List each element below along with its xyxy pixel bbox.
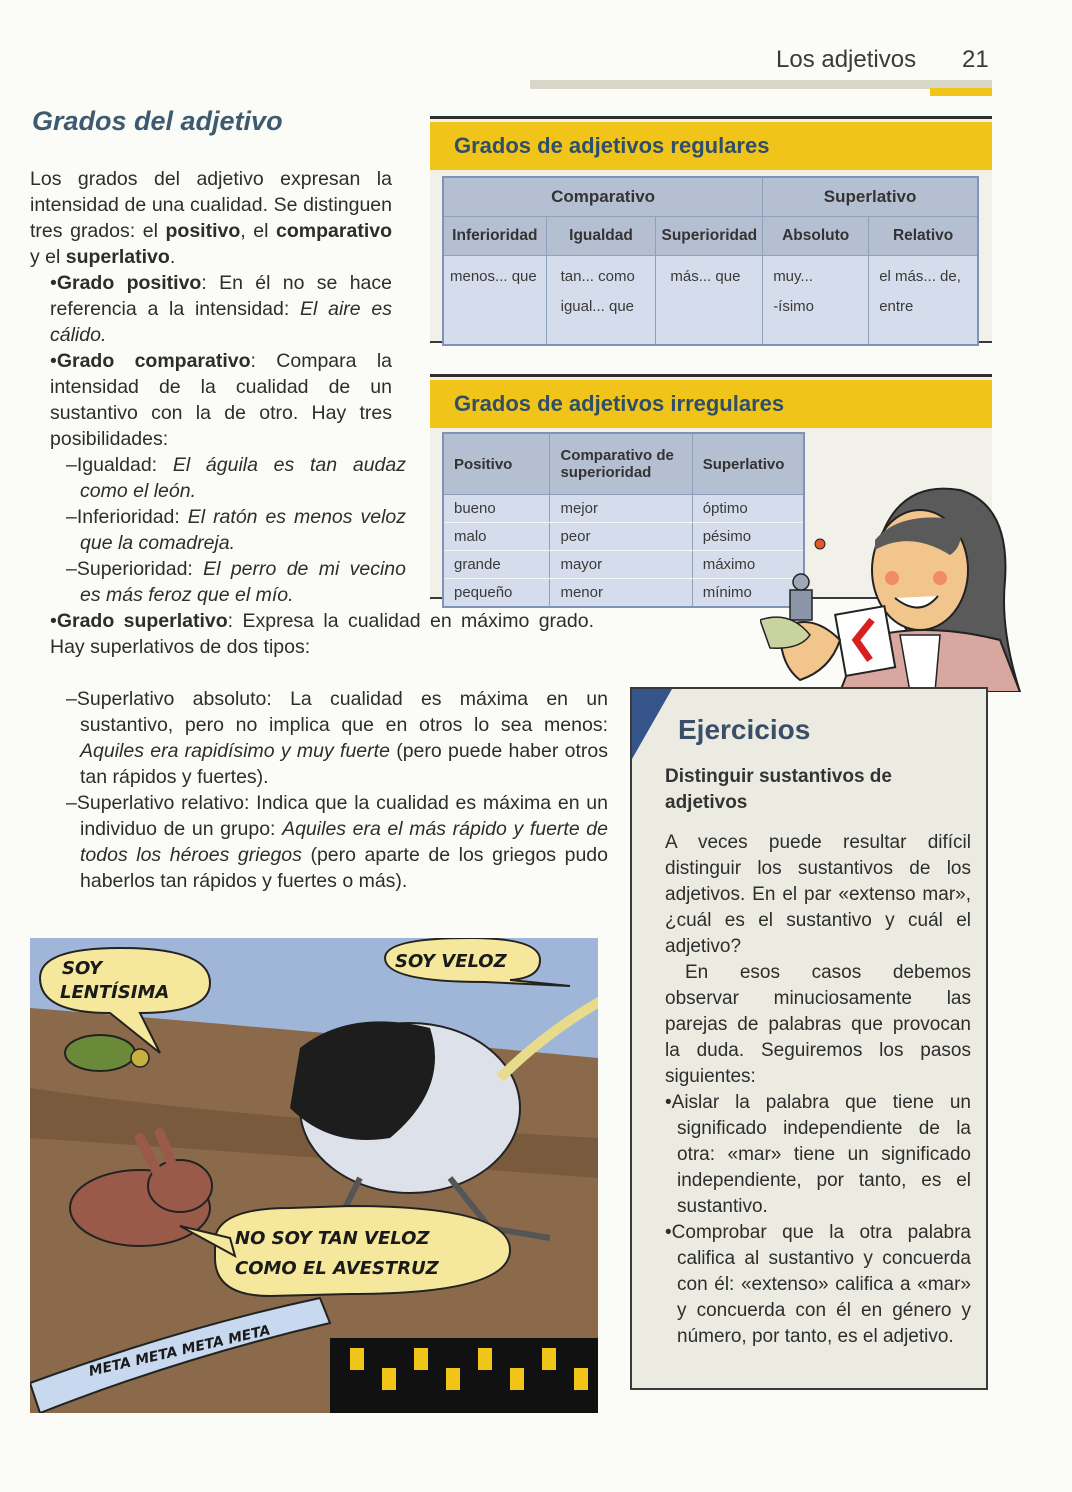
table-cell: pequeño xyxy=(443,579,550,608)
comparative-item xyxy=(66,556,406,608)
item-prefix: –Superlativo absoluto: La cualidad es máxima en un sustantivo, pero no implica que en otros lo sea menos: xyxy=(66,688,608,736)
cell-line: igual... que xyxy=(560,298,634,315)
table-row xyxy=(443,495,804,523)
irregular-table-top-rule xyxy=(430,374,992,377)
exercise-text xyxy=(665,830,971,1350)
table-row xyxy=(443,523,804,551)
column-header: Superioridad xyxy=(656,217,763,256)
cell-line: menos... que xyxy=(450,268,537,285)
term-comparative: comparativo xyxy=(276,220,392,242)
exercise-paragraph: A veces puede resultar difícil distinguir los sustantivos de los adjetivos. En el par «extenso mar», ¿cuál es el sustantivo y cuál el adjetivo? xyxy=(665,832,971,957)
section-title: Grados del adjetivo xyxy=(32,106,283,136)
running-title: Los adjetivos xyxy=(776,46,917,73)
regular-table-title: Grados de adjetivos regulares xyxy=(430,122,992,170)
bullet-label: Grado superlativo xyxy=(56,610,228,632)
exercise-title: Ejercicios xyxy=(678,714,811,745)
bullet-dot: • xyxy=(50,350,57,372)
regular-table-top-rule xyxy=(430,116,992,119)
bubble-turtle-line1: SOY xyxy=(62,958,102,979)
table-cell: mejor xyxy=(550,495,692,523)
table-cell xyxy=(656,256,763,346)
bullet-label: Grado comparativo xyxy=(56,350,251,372)
group-header-superlative: Superlativo xyxy=(763,177,978,217)
intro-text: , el xyxy=(240,220,277,242)
table-cell: máximo xyxy=(692,551,804,579)
bullet-text: : Expresa la cualidad en máximo grado. Hay superlativos de dos tipos: xyxy=(50,610,594,658)
bullet-text: : En él no se hace referencia a la intensidad: xyxy=(50,272,392,320)
column-header: Comparativo de superioridad xyxy=(550,433,692,495)
table-cell: pésimo xyxy=(692,523,804,551)
intro-text: Los grados del adjetivo expresan la intensidad de una cualidad. Se distinguen tres grados: el xyxy=(30,168,392,242)
column-header: Relativo xyxy=(869,217,978,256)
header-accent xyxy=(930,88,992,96)
intro-text: . xyxy=(169,246,176,268)
bubble-rabbit-line2: COMO EL AVESTRUZ xyxy=(235,1258,439,1279)
table-cell xyxy=(443,256,546,346)
regular-adjectives-table xyxy=(442,176,979,346)
superlative-relative xyxy=(66,790,608,894)
bullet-dot: • xyxy=(665,1092,672,1113)
bullet-label: Grado positivo xyxy=(56,272,202,294)
table-cell: mayor xyxy=(550,551,692,579)
exercise-subtitle: Distinguir sustantivos de adjetivos xyxy=(665,766,892,813)
term-superlative: superlativo xyxy=(65,246,170,268)
turtle-shell xyxy=(65,1035,135,1071)
exercise-bullet xyxy=(665,1220,971,1350)
speech-bubble-rabbit xyxy=(180,1206,510,1296)
table-cell: óptimo xyxy=(692,495,804,523)
bullet-positive xyxy=(50,270,392,348)
intro-paragraph xyxy=(30,166,392,270)
column-header: Positivo xyxy=(443,433,550,495)
girl-illustration xyxy=(760,470,1030,692)
girl-cheek xyxy=(933,571,947,585)
cell-line: tan... como xyxy=(560,268,635,285)
table-cell xyxy=(869,256,978,346)
item-prefix: –Inferioridad: xyxy=(66,506,188,528)
group-header-comparative: Comparativo xyxy=(443,177,763,217)
bullet-text: : Compara la intensidad de la cualidad de un sustantivo con la de otro. Hay tres posibilidades: xyxy=(50,350,392,450)
exercise-paragraph: En esos casos debemos observar minuciosamente las parejas de palabras que provocan la duda. Seguiremos los pasos siguientes: xyxy=(665,962,971,1087)
table-cell: malo xyxy=(443,523,550,551)
girl-cheek xyxy=(885,571,899,585)
ribbon-text: META META META META xyxy=(87,1322,272,1380)
example-text: El águila es tan audaz como el león. xyxy=(80,454,406,502)
bullet-dot: • xyxy=(50,272,57,294)
example-text: Aquiles era el más rápido y fuerte de todos los héroes griegos xyxy=(80,818,608,866)
bubble-turtle-line2: LENTÍSIMA xyxy=(60,982,170,1003)
bullet-comparative xyxy=(50,348,392,452)
bubble-rabbit-line1: NO SOY TAN VELOZ xyxy=(235,1228,430,1249)
column-header: Inferioridad xyxy=(443,217,546,256)
exercise-bullet xyxy=(665,1090,971,1220)
example-text: Aquiles era rapidísimo y muy fuerte xyxy=(80,740,390,762)
toy-robot-head xyxy=(793,574,809,590)
table-cell: bueno xyxy=(443,495,550,523)
finish-line xyxy=(330,1338,598,1413)
table-row xyxy=(443,551,804,579)
bubble-ostrich-text: SOY VELOZ xyxy=(395,951,507,972)
example-text: El ratón es menos veloz que la comadreja. xyxy=(80,506,406,554)
cell-line: el más... de, xyxy=(879,268,961,285)
table-cell xyxy=(763,256,869,346)
irregular-table-title: Grados de adjetivos irregulares xyxy=(430,380,992,428)
bullet-dot: • xyxy=(50,610,57,632)
item-suffix: (pero aparte de los griegos pudo haberlos tan rápidos y fuertes o más). xyxy=(80,844,608,892)
table-cell: menor xyxy=(550,579,692,608)
bullet-text: Aislar la palabra que tiene un significado independiente de la otra: «mar» tiene un significado independiente, por tanto, es el sustantivo. xyxy=(671,1092,971,1217)
column-header: Superlativo xyxy=(692,433,804,495)
table-cell: grande xyxy=(443,551,550,579)
item-suffix: (pero puede haber otros tan rápidos y fuertes). xyxy=(80,740,608,788)
item-prefix: –Superlativo relativo: Indica que la cualidad es máxima en un individuo de un grupo: xyxy=(66,792,608,840)
toy-robot xyxy=(790,590,812,620)
column-header: Absoluto xyxy=(763,217,869,256)
example-text: El perro de mi vecino es más feroz que el mío. xyxy=(80,558,406,606)
column-header: Igualdad xyxy=(546,217,656,256)
exercise-corner-accent xyxy=(632,689,672,759)
term-positive: positivo xyxy=(165,220,241,242)
cell-line: -ísimo xyxy=(773,298,815,315)
bullet-dot: • xyxy=(665,1222,672,1243)
table-cell: mínimo xyxy=(692,579,804,608)
header-rule xyxy=(530,80,992,89)
table-cell xyxy=(546,256,656,346)
intro-text: y el xyxy=(30,246,66,268)
page-number: 21 xyxy=(962,46,989,73)
turtle-head xyxy=(131,1049,149,1067)
cell-line: entre xyxy=(879,298,914,315)
irregular-adjectives-table xyxy=(442,432,805,608)
comparative-item xyxy=(66,452,406,504)
cell-line: muy... xyxy=(773,268,813,285)
example-text: El aire es cálido. xyxy=(50,298,392,346)
table-cell: peor xyxy=(550,523,692,551)
item-prefix: –Igualdad: xyxy=(66,454,173,476)
bullet-text: Comprobar que la otra palabra califica al sustantivo y concuerda con él: «extenso» califica a «mar» y concuerda con él en género y número, por tanto, es el adjetivo. xyxy=(671,1222,971,1347)
table-row xyxy=(443,579,804,608)
cell-line: más... que xyxy=(670,268,741,285)
comic-illustration xyxy=(30,938,598,1413)
comparative-item xyxy=(66,504,406,556)
superlative-absolute xyxy=(66,686,608,790)
card xyxy=(835,606,895,676)
bullet-superlative xyxy=(50,608,594,660)
toy-flag xyxy=(815,539,825,549)
item-prefix: –Superioridad: xyxy=(66,558,204,580)
